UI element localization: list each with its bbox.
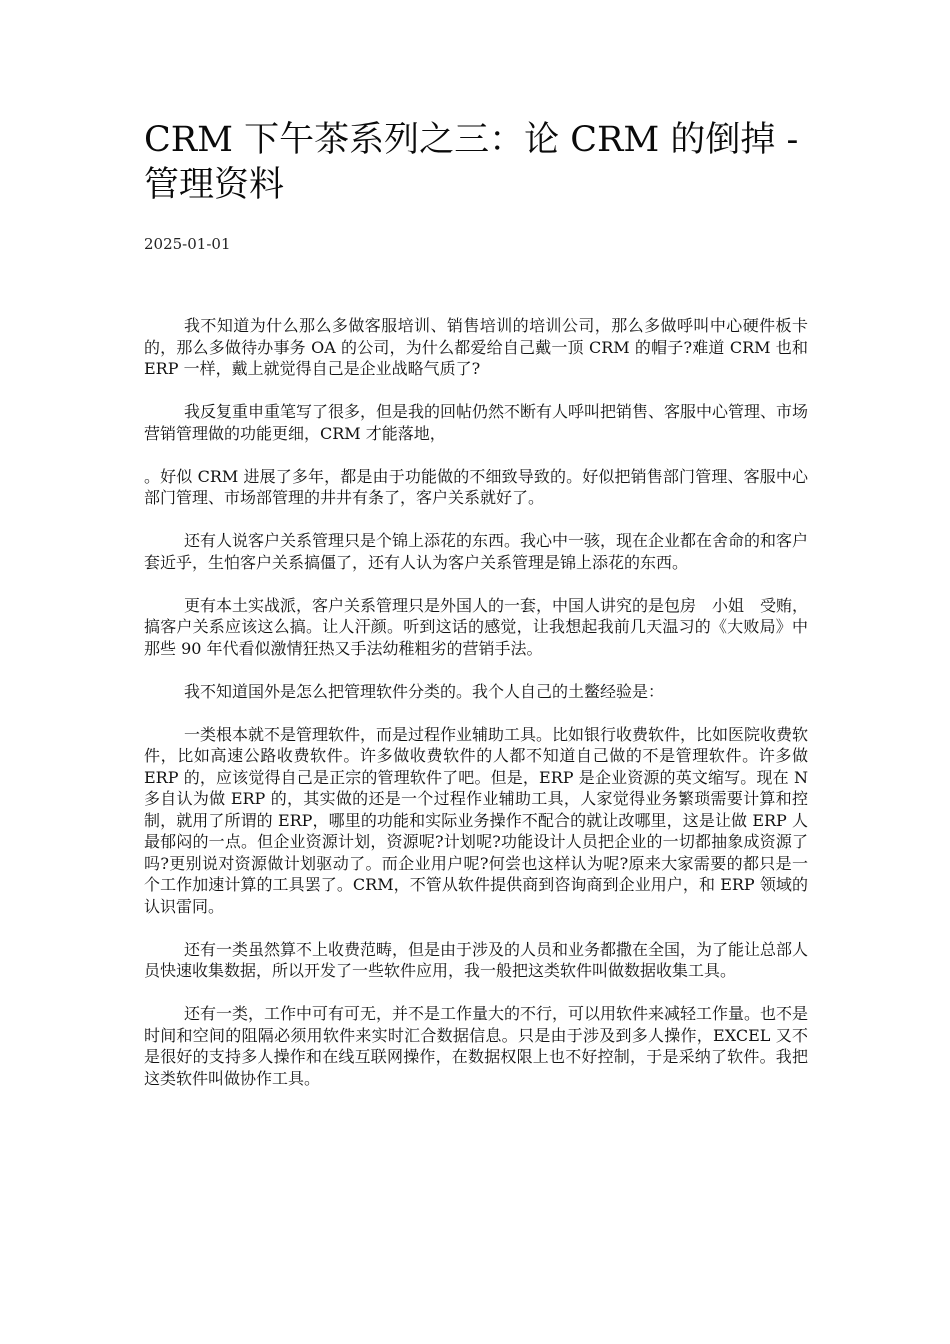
publish-date: 2025-01-01 [144, 235, 231, 253]
paragraph: 。好似 CRM 进展了多年，都是由于功能做的不细致导致的。好似把销售部门管理、客服中心部门管理、市场部管理的井井有条了，客户关系就好了。 [144, 466, 808, 507]
paragraph: 还有一类虽然算不上收费范畴，但是由于涉及的人员和业务都撒在全国，为了能让总部人员快速收集数据，所以开发了一些软件应用，我一般把这类软件叫做数据收集工具。 [144, 939, 809, 980]
paragraph: 我不知道为什么那么多做客服培训、销售培训的培训公司，那么多做呼叫中心硬件板卡的，那么多做待办事务 OA 的公司，为什么都爱给自己戴一顶 CRM 的帽子?难道 CRM 也和 ERP 一样，戴上就觉得自己是企业战略气质了? [144, 316, 808, 378]
document-page [144, 118, 808, 1111]
page-title: CRM 下午茶系列之三：论 CRM 的倒掉 - 管理资料 [144, 120, 799, 205]
paragraph: 我不知道国外是怎么把管理软件分类的。我个人自己的土鳖经验是： [184, 681, 665, 701]
article-body [144, 315, 808, 1089]
paragraph: 更有本土实战派，客户关系管理只是外国人的一套，中国人讲究的是包房 小姐 受贿，搞客户关系应该这么搞。让人汗颜。听到这话的感觉，让我想起我前几天温习的《大败局》中那些 90 年代看似激情狂热又手法幼稚粗劣的营销手法。 [144, 595, 809, 658]
paragraph: 还有一类，工作中可有可无，并不是工作量大的不行，可以用软件来减轻工作量。也不是时间和空间的阻隔必须用软件来实时汇合数据信息。只是由于涉及到多人操作，EXCEL 又不是很好的支持多人操作和在线互联网操作，在数据权限上也不好控制，于是采纳了软件。我把这类软件叫做协作工具。 [144, 1004, 809, 1088]
paragraph: 一类根本就不是管理软件，而是过程作业辅助工具。比如银行收费软件，比如医院收费软件，比如高速公路收费软件。许多做收费软件的人都不知道自己做的不是管理软件。许多做 ERP 的，应该觉得自己是正宗的管理软件了吧。但是，ERP 是企业资源的英文缩写。现在 N 多自认为做 ERP 的，其实做的还是一个过程作业辅助工具，人家觉得业务繁琐需要计算和控制，就用了所谓的 ERP，哪里的功能和实际业务操作不配合的就让改哪里，这是让做 ERP 人最郁闷的一点。但企业资源计划，资源呢?计划呢?功能设计人员把企业的一切都抽象成资源了吗?更别说对资源做计划驱动了。而企业用户呢?何尝也这样认为呢?原来大家需要的都只是一个工作加速计算的工具罢了。CRM，不管从软件提供商到咨询商到企业用户，和 ERP 领域的认识雷同。 [144, 724, 809, 916]
paragraph: 我反复重申重笔写了很多，但是我的回帖仍然不断有人呼叫把销售、客服中心管理、市场营销管理做的功能更细，CRM 才能落地， [144, 402, 809, 443]
paragraph: 还有人说客户关系管理只是个锦上添花的东西。我心中一骇，现在企业都在舍命的和客户套近乎，生怕客户关系搞僵了，还有人认为客户关系管理是锦上添花的东西。 [144, 531, 809, 572]
